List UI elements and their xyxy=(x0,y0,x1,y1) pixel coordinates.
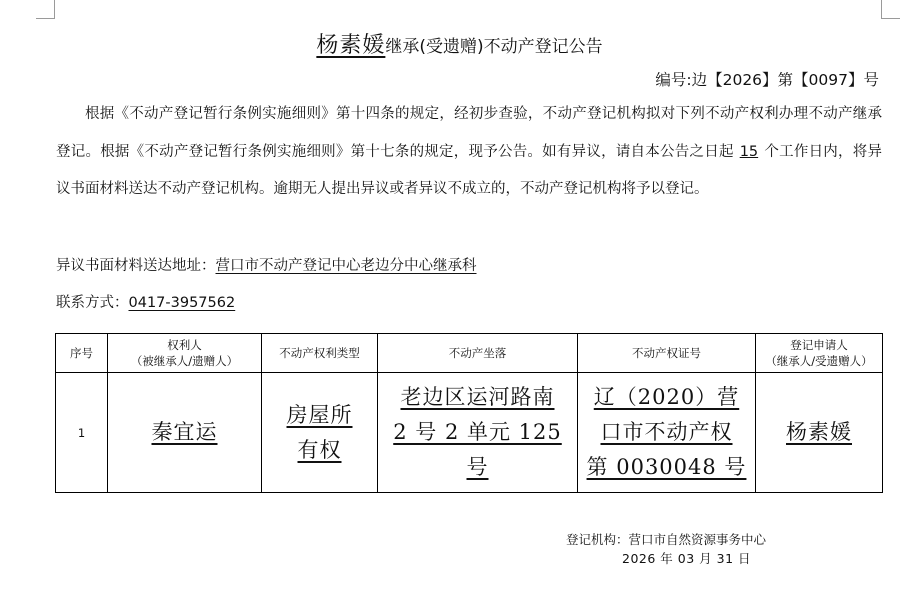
document-number: 编号:边【2026】第【0097】号 xyxy=(655,71,879,89)
table-row xyxy=(56,373,883,493)
notice-title xyxy=(0,28,919,59)
page-corner-mark-right xyxy=(881,0,900,19)
header-cert-no: 不动产权证号 xyxy=(578,334,756,373)
applicant-name: 杨素媛 xyxy=(786,420,852,444)
header-holder-title: 权利人 xyxy=(167,338,202,352)
contact-line xyxy=(56,291,235,312)
cert-line1: 辽（2020）营 xyxy=(593,385,740,409)
cert-line2: 口市不动产权 xyxy=(600,420,733,444)
notice-date: 2026 年 03 月 31 日 xyxy=(622,551,751,566)
cell-seq: 1 xyxy=(56,373,108,493)
header-holder-sub: （被继承人/遗赠人） xyxy=(130,354,239,368)
title-text: 继承(受遗赠)不动产登记公告 xyxy=(385,37,603,57)
table-header-row xyxy=(56,334,883,373)
location-line1: 老边区运河路南 xyxy=(400,385,555,409)
cell-cert-no xyxy=(578,373,756,493)
notice-body-part2: 个工作日内，将异议书面材料送达不动产登记机构。逾期无人提出异议或者异议不成立的，不动产登记机构将予以登记。 xyxy=(56,143,882,197)
contact-phone: 0417-3957562 xyxy=(128,295,236,311)
header-seq: 序号 xyxy=(56,334,108,373)
cell-right-type xyxy=(262,373,378,493)
registration-table xyxy=(55,333,883,493)
cell-location xyxy=(378,373,578,493)
registration-authority: 登记机构：营口市自然资源事务中心 xyxy=(566,532,767,547)
header-right-type: 不动产权利类型 xyxy=(262,334,378,373)
contact-label: 联系方式： xyxy=(56,295,129,311)
objection-address: 营口市不动产登记中心老边分中心继承科 xyxy=(215,258,477,274)
holder-name: 秦宜运 xyxy=(151,420,218,444)
location-line2: 2 号 2 单元 125 xyxy=(393,420,562,444)
cell-applicant xyxy=(756,373,883,493)
header-applicant xyxy=(756,334,883,373)
right-type-line2: 有权 xyxy=(297,437,342,462)
notice-body-part1: 根据《不动产登记暂行条例实施细则》第十四条的规定，经初步查验，不动产登记机构拟对下列不动产权利办理不动产继承登记。根据《不动产登记暂行条例实施细则》第十七条的规定，现予公告。如有异议，请自本公告之日起 xyxy=(56,106,882,160)
page-corner-mark-left xyxy=(36,0,55,19)
objection-address-label: 异议书面材料送达地址： xyxy=(56,258,216,274)
objection-address-line xyxy=(56,254,477,275)
header-applicant-title: 登记申请人 xyxy=(790,338,848,352)
notice-days: 15 xyxy=(739,143,759,160)
header-applicant-sub: （继承人/受遗赠人） xyxy=(765,354,873,368)
header-location: 不动产坐落 xyxy=(378,334,578,373)
cell-holder xyxy=(108,373,262,493)
header-holder xyxy=(108,334,262,373)
title-applicant-name: 杨素媛 xyxy=(316,33,386,58)
location-line3: 号 xyxy=(466,455,489,479)
right-type-line1: 房屋所 xyxy=(286,402,353,427)
notice-body xyxy=(56,96,882,209)
cert-line3: 第 0030048 号 xyxy=(586,455,747,479)
